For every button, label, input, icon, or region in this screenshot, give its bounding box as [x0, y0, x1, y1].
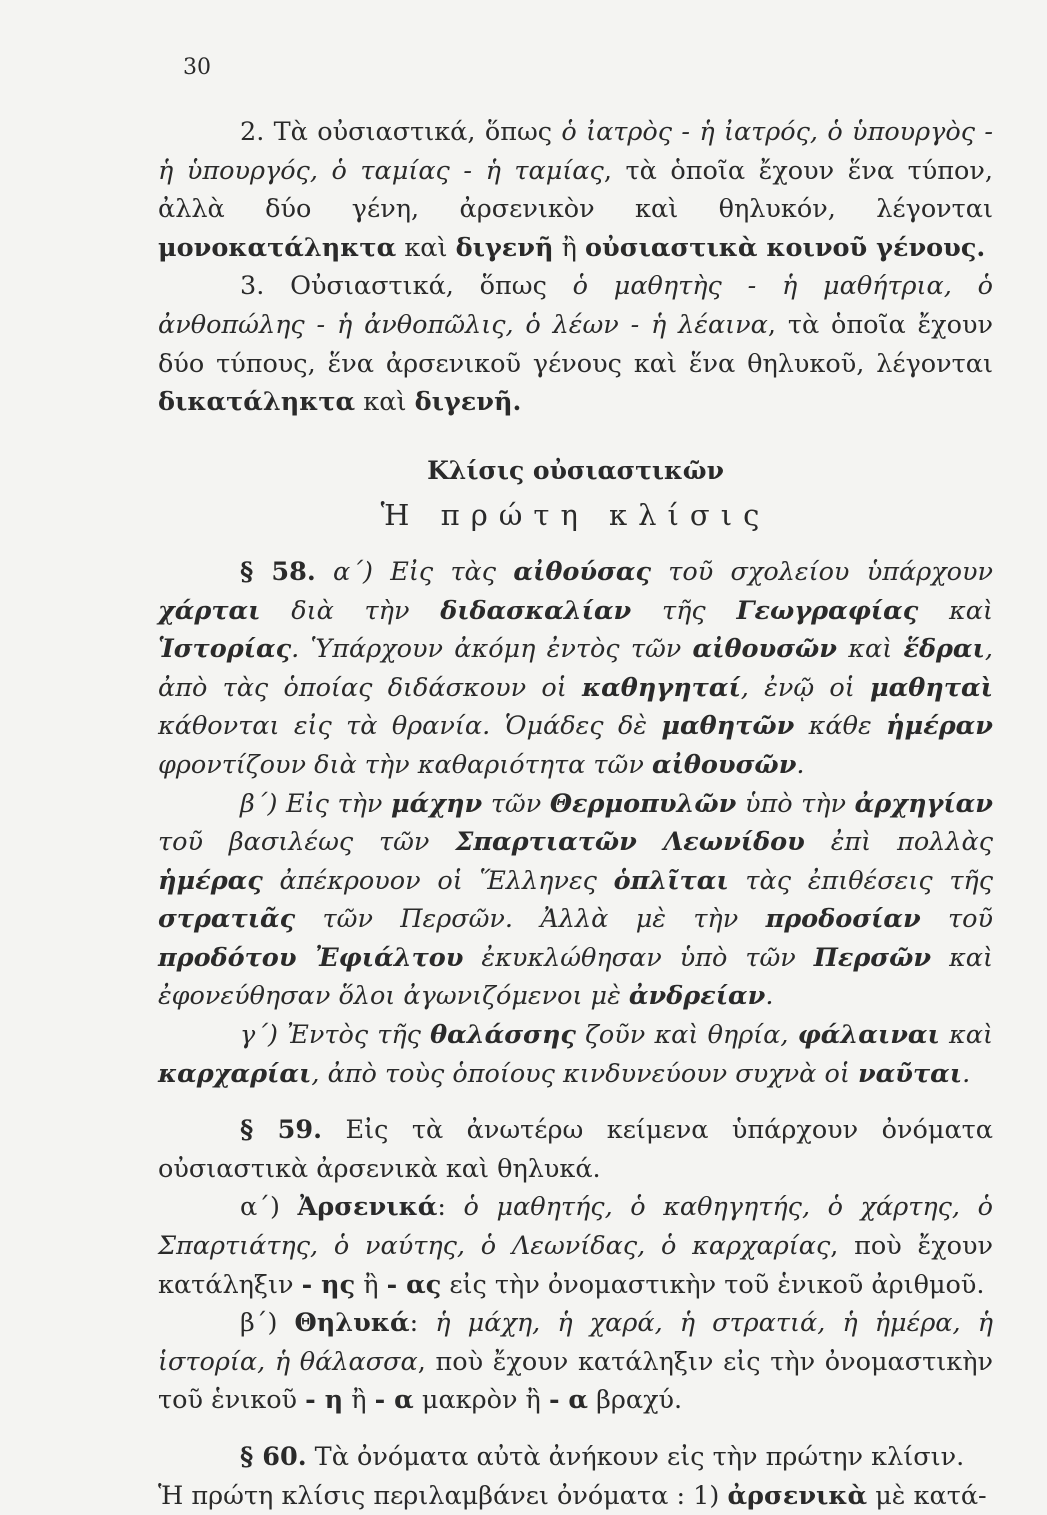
text-run: Εἰς τὰ ἀνωτέρω κείμενα ὑπάρχουν ὀνόματα οὐσιαστικὰ ἀρσενικὰ καὶ θηλυκά. — [158, 1115, 994, 1184]
text-run: μακρὸν ἢ — [413, 1385, 549, 1416]
text-run: , ἐνῷ οἱ — [740, 672, 871, 703]
text-run: . Ὑπάρχουν ἀκόμη ἐντὸς τῶν — [291, 634, 693, 665]
text-run: , ποὺ ἔχουν κατάληξιν — [158, 1231, 994, 1300]
text-run: β΄) Εἰς τὴν — [240, 788, 391, 819]
text-run: Ἀρσενικά — [297, 1192, 438, 1223]
paragraph — [158, 1438, 993, 1477]
text-run: ὁ μαθητὴς - ἡ μαθήτρια, ὁ ἀνθοπώλης - ἡ ἀνθοπῶλις, ὁ λέων - ἡ λέαινα — [158, 271, 993, 340]
text-run: αἰθουσῶν — [692, 634, 837, 665]
text-run: Ἡ πρώτη κλίσις περιλαμβάνει ὀνόματα : 1) — [158, 1480, 728, 1511]
text-run: ἐπὶ πολλὰς — [804, 827, 993, 858]
text-run: ἀνδρείαν — [628, 981, 766, 1012]
text-run: διδασκαλίαν — [440, 595, 632, 626]
text-run: Θηλυκά — [294, 1308, 410, 1339]
text-run: Σπαρτιατῶν Λεωνίδου — [455, 827, 805, 858]
section-heading — [158, 452, 993, 491]
text-run: - α — [548, 1385, 589, 1416]
text-run: θαλάσσης — [430, 1020, 576, 1051]
text-run: καὶ — [355, 387, 415, 418]
text-run: ἡ μάχη, ἡ χαρά, ἡ στρατιά, ἡ ἡμέρα, ἡ ἱστορία, ἡ θάλασσα — [158, 1308, 994, 1377]
text-run: αἰθουσῶν — [651, 749, 797, 780]
page-body — [158, 113, 993, 1515]
text-run: μονοκατάληκτα — [158, 232, 397, 263]
text-run: ὑπὸ τὴν — [736, 788, 855, 819]
text-run: § 60. — [240, 1442, 307, 1472]
paragraph — [158, 785, 993, 1017]
text-run: - ης — [301, 1269, 356, 1300]
paragraph — [158, 553, 993, 785]
text-run: μάχην — [390, 788, 483, 819]
text-run: ἀρσενικὰ — [727, 1480, 868, 1511]
text-run: διγενῆ. — [414, 387, 522, 418]
text-run: τῶν Περσῶν. Ἀλλὰ μὲ τὴν — [295, 904, 766, 935]
text-run: καὶ ἐφονεύθησαν ὅλοι ἀγωνιζόμενοι μὲ — [158, 942, 994, 1012]
text-run: ἢ — [343, 1385, 375, 1416]
text-run: Περσῶν — [813, 942, 932, 973]
text-run: καὶ — [396, 232, 456, 263]
spacer — [158, 1420, 993, 1438]
text-run: . — [962, 1058, 971, 1089]
text-run: : — [409, 1308, 436, 1339]
text-run: στρατιᾶς — [158, 904, 296, 935]
text-run: τῶν — [482, 788, 550, 819]
paragraph — [158, 267, 993, 421]
text-run: μαθηταὶ — [870, 672, 993, 703]
text-run: καθηγηταί — [582, 672, 741, 703]
text-run: Κλίσις οὐσιαστικῶν — [427, 455, 724, 485]
text-run: Ἱστορίας — [158, 634, 292, 665]
text-run: ὁ μαθητής, ὁ καθηγητής, ὁ χάρτης, ὁ Σπαρτιάτης, ὁ ναύτης, ὁ Λεωνίδας, ὁ καρχαρίας — [158, 1192, 993, 1262]
text-run: 2. Τὰ οὐσιαστικά, ὅπως — [240, 117, 562, 147]
text-run: ἀπέκρουον οἱ Ἕλληνες — [262, 865, 614, 896]
text-run: φροντίζουν διὰ τὴν καθαριότητα τῶν — [158, 749, 652, 780]
text-run: τὰς ἐπιθέσεις τῆς — [728, 865, 993, 896]
text-run: ἢ — [553, 232, 586, 263]
text-run: κάθε — [794, 711, 886, 742]
text-run: καὶ — [836, 634, 904, 665]
text-run: ἡμέρας — [158, 865, 263, 896]
text-run: - ας — [386, 1269, 442, 1300]
paragraph — [158, 1111, 993, 1188]
text-run: α΄) Εἰς τὰς — [315, 556, 514, 587]
text-run: τοῦ — [920, 904, 993, 935]
text-run: ναῦται — [857, 1058, 963, 1089]
text-run: Θερμοπυλῶν — [549, 788, 737, 819]
text-run: ἀρχηγίαν — [854, 788, 993, 819]
text-run: . — [765, 981, 774, 1012]
text-run: ὁ ἰατρὸς - ἡ ἰατρός, ὁ ὑπουργὸς - ἡ ὑπουργός, ὁ ταμίας - ἡ ταμίας — [158, 117, 994, 186]
text-run: γ΄) Ἐντὸς τῆς — [240, 1020, 431, 1051]
text-run: μαθητῶν — [661, 711, 795, 742]
text-run: : — [437, 1192, 464, 1223]
text-run: φάλαιναι — [797, 1020, 940, 1051]
text-run: ἢ — [355, 1269, 387, 1300]
text-run: χάρται — [158, 595, 261, 626]
text-run: δικατάληκτα — [158, 387, 356, 418]
text-run: Ἡ πρώτη κλίσις — [380, 498, 771, 533]
text-run: 3. Οὐσιαστικά, ὅπως — [240, 271, 573, 302]
text-run: ὁπλῖται — [613, 865, 729, 896]
paragraph — [158, 1188, 993, 1304]
text-run: καὶ — [939, 1020, 994, 1051]
text-run: κάθονται εἰς τὰ θρανία. Ὁμάδες δὲ — [158, 711, 662, 742]
text-run: . — [796, 749, 805, 780]
text-run: , τὰ ὁποῖα ἔχουν ἕνα τύπον, ἀλλὰ δύο γένη, ἀρσενικὸν καὶ θηλυκόν, λέγονται — [158, 155, 994, 225]
text-run: - η — [305, 1385, 344, 1416]
text-run: τοῦ βασιλέως τῶν — [158, 827, 456, 858]
text-run: αἰθούσας — [513, 556, 651, 587]
text-run: , ἀπὸ τοὺς ὁποίους κινδυνεύουν συχνὰ οἱ — [311, 1058, 858, 1089]
text-run: ἡμέραν — [886, 711, 993, 742]
text-run: διὰ τὴν — [260, 595, 441, 626]
paragraph — [158, 1016, 993, 1093]
paragraph — [158, 113, 993, 267]
text-run: , ἀπὸ τὰς ὁποίας διδάσκουν οἱ — [158, 634, 993, 703]
text-run: ἐκυκλώθησαν ὑπὸ τῶν — [463, 942, 814, 973]
text-run: καρχαρίαι — [158, 1058, 312, 1089]
text-run: β΄) — [240, 1308, 295, 1339]
text-run: § 58. — [240, 556, 316, 587]
text-run: βραχύ. — [588, 1385, 683, 1416]
text-run: ἕδραι — [903, 634, 985, 665]
text-run: , ποὺ ἔχουν κατάληξιν εἰς τὴν ὀνομαστικὴν τοῦ ἑνικοῦ — [158, 1346, 994, 1416]
text-run: , τὰ ὁποῖα ἔχουν δύο τύπους, ἕνα ἀρσενικοῦ γένους καὶ ἕνα θηλυκοῦ, λέγονται — [158, 309, 993, 379]
text-run: ζοῦν καὶ θηρία, — [575, 1020, 798, 1051]
paragraph — [158, 1477, 993, 1515]
text-run: διγενῆ — [455, 232, 554, 263]
text-run: εἰς τὴν ὀνομαστικὴν τοῦ ἑνικοῦ ἀριθμοῦ. — [441, 1269, 985, 1300]
text-run: Γεωγραφίας — [736, 595, 919, 626]
text-run: τῆς — [631, 595, 737, 626]
text-run: μὲ κατά- — [867, 1480, 987, 1511]
text-run: καὶ — [918, 595, 994, 626]
text-run: προδοσίαν — [765, 904, 921, 935]
text-run: οὐσιαστικὰ κοινοῦ γένους. — [585, 232, 986, 263]
paragraph — [158, 1304, 993, 1420]
text-run: τοῦ σχολείου ὑπάρχουν — [650, 556, 994, 587]
text-run: - α — [374, 1385, 414, 1416]
text-run: Τὰ ὀνόματα αὐτὰ ἀνήκουν εἰς τὴν πρώτην κλίσιν. — [306, 1442, 965, 1472]
text-run: § 59. — [240, 1115, 322, 1146]
text-run: α΄) — [240, 1192, 298, 1223]
section-heading — [158, 496, 993, 535]
spacer — [158, 1093, 993, 1111]
text-run: προδότου Ἐφιάλτου — [158, 942, 464, 973]
page-number: 30 — [183, 55, 211, 80]
